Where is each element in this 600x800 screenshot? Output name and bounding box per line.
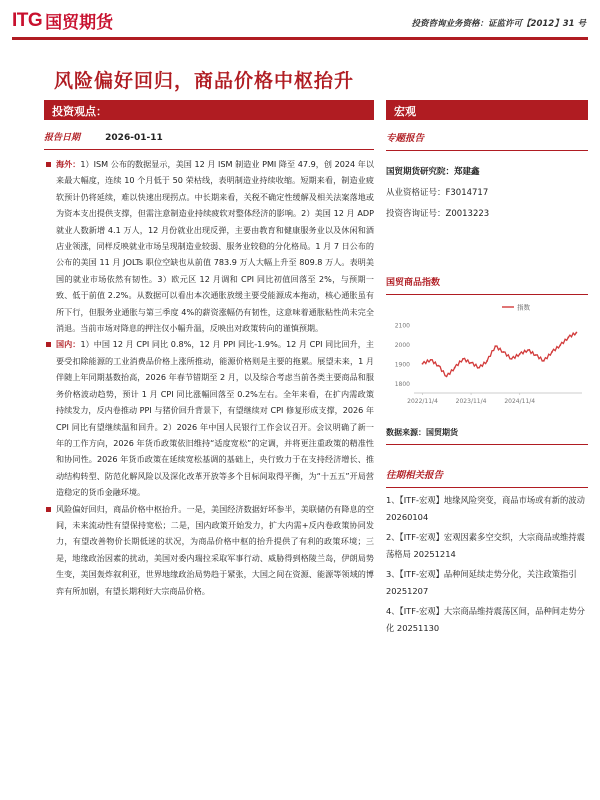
related-report-link[interactable]: 2、【ITF-宏观】宏观因素多空交织，大宗商品或维持震荡格局 20251214 [386, 532, 585, 559]
x-tick-label: 2022/11/4 [407, 398, 438, 405]
paragraph-text: 风险偏好回归，商品价格中枢抬升。一是，美国经济数据好坏参半，美联储仍有降息的空间，未来流动性有望保持宽松；二是，国内政策开始发力，扩大内需+反内卷政策协同发力，有望改善物价长期低迷的状况，为商品价格中枢的抬升提供了有利的政策环境；三是，地缘政治因素的扰动，美国对委内瑞拉采取军事行动、威胁得到格陵兰岛，伊朗局势生变，美国轰炸叙利亚，世界地缘政治局势趋于紧张，大国之间在资源、能源等领域的博弈有所加剧，有望长期利好大宗商品价格。 [56, 503, 374, 596]
data-point [535, 354, 537, 356]
chart-svg [386, 301, 588, 413]
analyst-name: 国贸期货研究院：郑建鑫 [386, 167, 480, 177]
source-divider [386, 444, 588, 445]
data-point [559, 344, 561, 346]
y-tick-label: 1900 [394, 361, 410, 369]
logo-cn: 国贸期货 [45, 13, 114, 33]
data-point [446, 376, 448, 378]
paragraph-conclusion [44, 501, 374, 599]
commodity-index-chart [386, 301, 588, 413]
report-title: 风险偏好回归，商品价格中枢抬升 [54, 70, 355, 92]
report-date-label: 报告日期 [44, 133, 81, 143]
data-point [478, 367, 480, 369]
x-tick-label: 2024/11/4 [504, 398, 536, 405]
data-point [494, 345, 496, 347]
related-reports-title: 往期相关报告 [386, 470, 444, 481]
related-report-link[interactable]: 3、【ITF-宏观】品种间延续走势分化，关注政策指引 20251207 [386, 569, 577, 596]
data-point [519, 353, 521, 355]
legend-label: 指数 [517, 303, 530, 312]
paragraph-domestic [44, 336, 374, 500]
paragraph-text: 1）中国 12 月 CPI 同比 0.8%，12 月 PPI 同比-1.9%。12 月 CPI 同比回升，主要受扣除能源的工业消费品价格上涨所推动，能源价格则是主要的拖累。展望未来，1 月伴随上年同期基数抬高，2026 年春节错期至 2 月，以及综合考虑当前各类主要商品和服务价格波动趋势，预计 1 月 CPI 同比涨幅回落至 0.2%左右。全年来看，在扩内需政策持续发力，反内卷推动 PPI 与猪价回升背景下，有望继续对 CPI 修复形成支撑，2026 年 CPI 同比有望继续温和回升。2）2026 年中国人民银行工作会议召开。会议明确了新一年的工作方向，2026 年货币政策依旧维持“适度宽松”的定调，并将更注重政策的精准性和协同性。2026 年货币政策在延续宽松基调的基础上，央行致力于在支持经济增长、推动结构转型、防范化解风险以及深化改革开放等多个目标间取得平衡，为“十五五”开局营造稳定的货币金融环境。 [56, 339, 374, 498]
data-point [438, 365, 440, 367]
data-point [543, 360, 545, 362]
related-report-link[interactable]: 1、【ITF-宏观】地缘风险突变，商品市场或有新的波动 20260104 [386, 495, 585, 522]
qualification-text: 投资咨询业务资格：证监许可【2012】31 号 [411, 19, 586, 29]
y-tick-label: 2000 [394, 341, 410, 349]
date-divider [44, 149, 374, 150]
main-column [44, 100, 374, 599]
data-point [527, 349, 529, 351]
report-date-row [44, 130, 374, 143]
practice-cert: 从业资格证号：F3014717 [386, 188, 489, 198]
related-divider [386, 487, 588, 488]
data-point [462, 358, 464, 360]
series-line-index [423, 333, 577, 377]
paragraph-overseas [44, 156, 374, 336]
report-type-divider [386, 150, 588, 151]
sidebar-column [386, 100, 588, 636]
data-point [486, 360, 488, 362]
paragraph-lead: 国内： [56, 339, 81, 350]
consult-cert: 投资咨询证号：Z0013223 [386, 209, 490, 219]
macro-section-bar: 宏观 [386, 100, 588, 120]
data-source: 数据来源：国贸期货 [386, 428, 458, 437]
report-date-value: 2026-01-11 [105, 133, 163, 143]
data-point [470, 362, 472, 364]
data-point [502, 351, 504, 353]
data-point [454, 367, 456, 369]
page-header [0, 0, 600, 44]
related-report-link[interactable]: 4、【ITF-宏观】大宗商品维持震荡区间，品种间走势分化 20251130 [386, 606, 585, 633]
data-point [430, 359, 432, 361]
logo-en: ITG [12, 9, 43, 31]
data-point [511, 358, 513, 360]
y-tick-label: 1800 [394, 380, 410, 388]
data-point [567, 337, 569, 339]
paragraph-lead: 海外： [56, 159, 81, 169]
report-type: 专题报告 [386, 133, 425, 144]
viewpoint-section-bar: 投资观点： [44, 100, 374, 120]
x-tick-label: 2023/11/4 [455, 398, 487, 405]
y-tick-label: 2100 [394, 322, 410, 330]
chart-title: 国贸商品指数 [386, 278, 441, 288]
chart-title-divider [386, 294, 588, 295]
paragraph-text: 1）ISM 公布的数据显示，美国 12 月 ISM 制造业 PMI 降至 47.9，创 2024 年以来最大幅度，连续 10 个月低于 50 荣枯线，表明制造业持续收缩。短期来看，制造业疲软预计仍将延续，难以快速出现拐点。中长期来看，关税不确定性缓解及相关法案落地或为资本支出提供支撑，但需注意制造业持续疲软对整体经济的影响。2）美国 12 月 ADP 就业人数新增 4.1 万人，12 月份就业出现反弹，主要由教育和健康服务业以及休闲和酒店业领涨，同样反映就业市场呈现制造业较弱、服务业较稳的分化格局。1 月 7 日公布的公布的美国 11 月 JOLTs 职位空缺也从前值 783.9 万人大幅上升至 809.8 万人。表明美国的就业市场依然有韧性。3）欧元区 12 月调和 CPI 同比初值回落至 2%，与预期一致、低于前值 2.2%。从数据可以看出本次通胀放缓主要受能源成本拖动，核心通胀虽有所下行，但服务业通胀与第三季度 4%的薪资涨幅仍有韧性，这意味着通胀粘性尚未完全消退。当前市场对降息的押注仅小幅升温，反映出对政策转向的谨慎预期。 [56, 159, 374, 334]
data-point [551, 351, 553, 353]
data-point [422, 363, 424, 365]
data-point [576, 332, 578, 334]
header-divider [12, 37, 588, 40]
company-logo [12, 8, 113, 33]
